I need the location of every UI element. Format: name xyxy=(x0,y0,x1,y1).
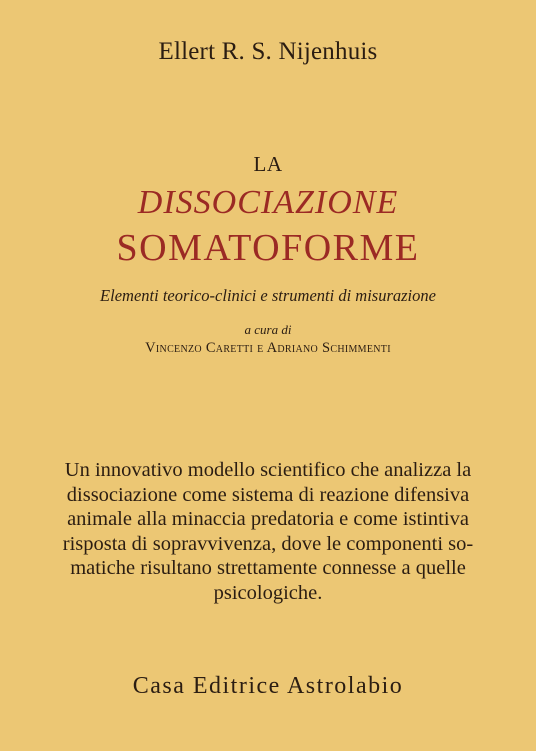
blurb-line: risposta di sopravvivenza, dove le componenti so- xyxy=(62,532,474,555)
blurb-line: psicologiche. xyxy=(213,581,323,604)
title-line-2: SOMATOFORME xyxy=(116,227,420,269)
blurb-line: dissociazione come sistema di reazione difensiva xyxy=(66,483,470,506)
subtitle: Elementi teorico-clinici e strumenti di misurazione xyxy=(100,286,436,305)
publisher-name: Casa Editrice Astrolabio xyxy=(132,673,404,699)
editors-label: a cura di xyxy=(244,322,292,337)
blurb-line: Un innovativo modello scientifico che analizza la xyxy=(64,459,472,481)
title-line-1: DISSOCIAZIONE xyxy=(137,184,399,221)
editors-names: Vincenzo Caretti e Adriano Schimmenti xyxy=(145,340,391,356)
title-article: LA xyxy=(253,152,283,176)
blurb-line: animale alla minaccia predatoria e come istintiva xyxy=(67,508,469,530)
blurb-line: matiche risultano strettamente connesse a quelle xyxy=(70,557,466,579)
author-name: Ellert R. S. Nijenhuis xyxy=(158,38,378,65)
blurb xyxy=(0,458,536,605)
